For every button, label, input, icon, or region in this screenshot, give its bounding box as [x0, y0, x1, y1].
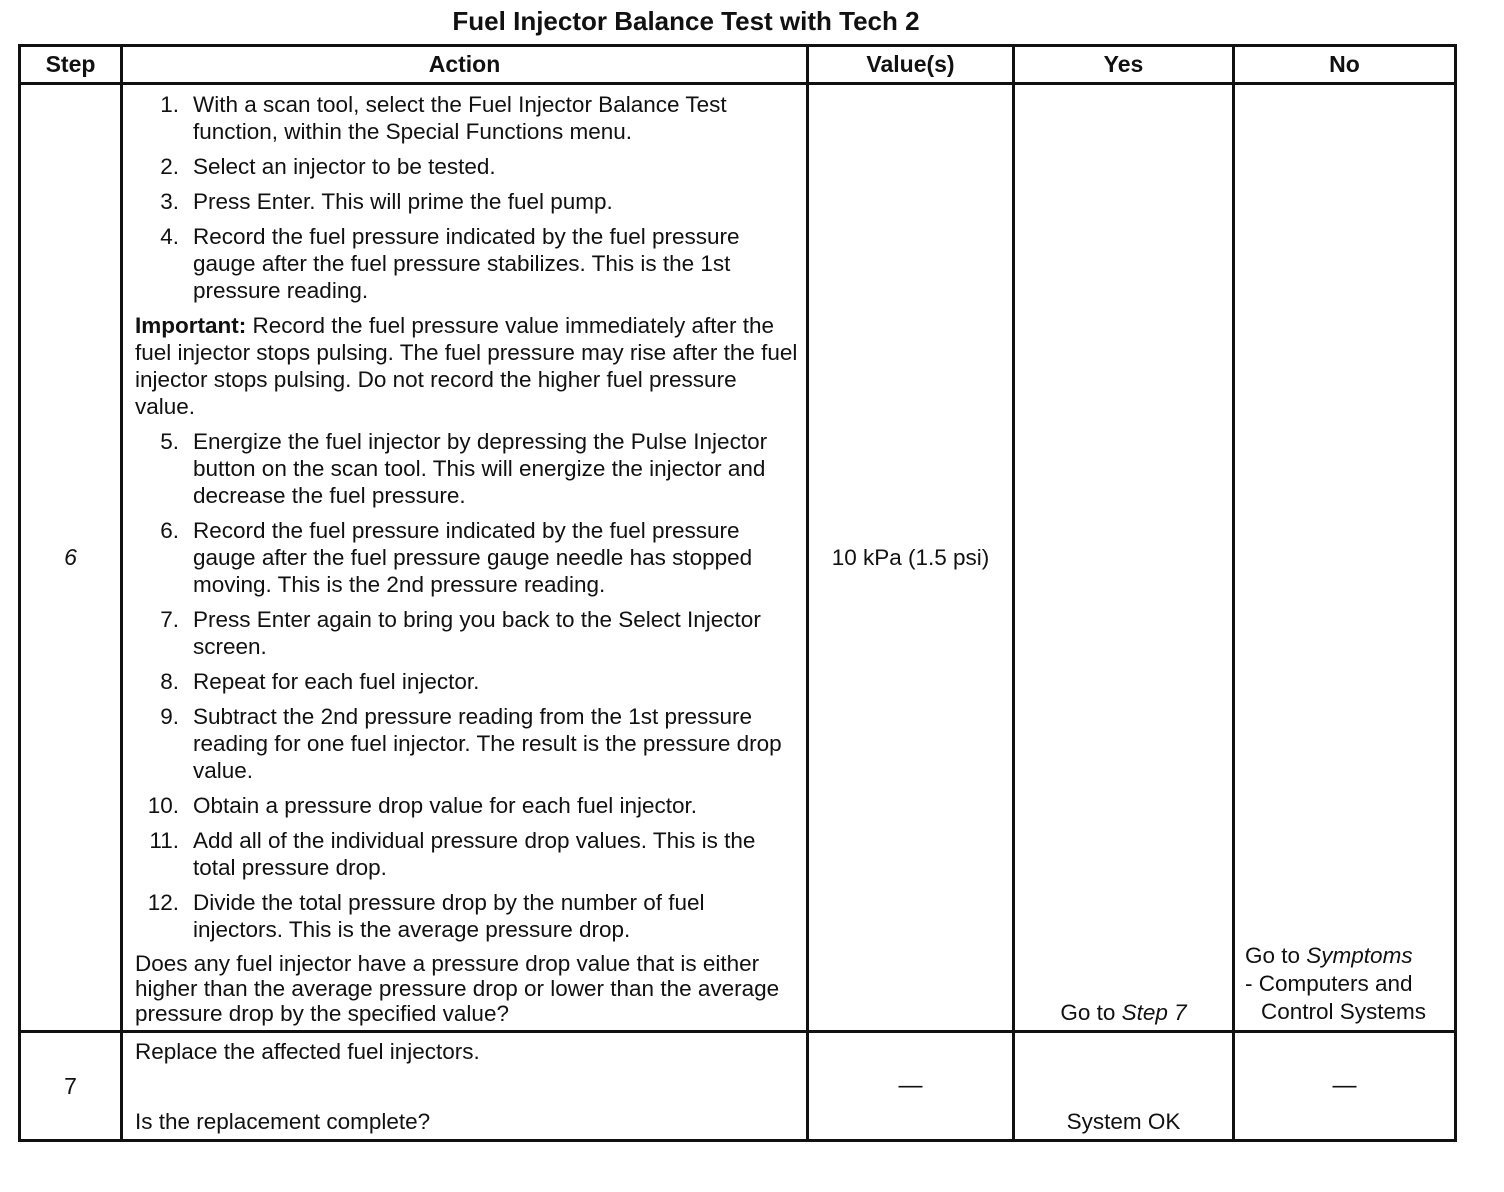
- table-row-step-7: [20, 1032, 1456, 1141]
- header-yes: Yes: [1014, 46, 1234, 84]
- page-title: Fuel Injector Balance Test with Tech 2: [452, 6, 920, 36]
- yes-cell: [1014, 84, 1234, 1032]
- list-item: 7. Press Enter again to bring you back to the Select Injector screen.: [160, 607, 761, 659]
- action-steps-list: [135, 428, 798, 943]
- list-item: 1. With a scan tool, select the Fuel Injector Balance Test function, within the Special Functions menu.: [160, 92, 727, 144]
- diagnostic-table: [18, 44, 1457, 1142]
- yes-prefix: Go to: [1060, 1000, 1122, 1025]
- step-number: 6: [20, 84, 122, 1032]
- list-item: 10. Obtain a pressure drop value for each fuel injector.: [147, 793, 698, 818]
- list-item: 9. Subtract the 2nd pressure reading from the 1st pressure reading for one fuel injector. The result is the pressure drop value.: [160, 704, 782, 783]
- no-line-3: Control Systems: [1261, 999, 1427, 1024]
- value-cell: —: [808, 1032, 1014, 1141]
- important-label: Important:: [135, 313, 247, 338]
- decision-question: Does any fuel injector have a pressure drop value that is either higher than the average pressure drop or lower than the average pressure drop by the specified value?: [135, 951, 780, 1026]
- action-cell: [122, 84, 808, 1032]
- no-line-1: Go to Symptoms: [1245, 943, 1413, 968]
- header-values: Value(s): [808, 46, 1014, 84]
- list-item: 4. Record the fuel pressure indicated by the fuel pressure gauge after the fuel pressure stabilizes. This is the 1st pressure reading.: [160, 224, 740, 303]
- list-item: 8. Repeat for each fuel injector.: [160, 669, 480, 694]
- yes-cell: System OK: [1014, 1032, 1234, 1141]
- list-item: 11. Add all of the individual pressure drop values. This is the total pressure drop.: [149, 828, 756, 880]
- no-symptoms-link: Symptoms: [1306, 943, 1413, 968]
- no-cell: [1234, 84, 1456, 1032]
- list-item: 12. Divide the total pressure drop by the number of fuel injectors. This is the average pressure drop.: [147, 890, 705, 942]
- important-text: Record the fuel pressure value immediately after the fuel injector stops pulsing. The fuel pressure may rise after the fuel injector stops pulsing. Do not record the higher fuel pressure value.: [135, 313, 798, 419]
- header-no: No: [1234, 46, 1456, 84]
- header-step: Step: [20, 46, 122, 84]
- list-item: 5. Energize the fuel injector by depressing the Pulse Injector button on the scan tool. This will energize the injector and decrease the fuel pressure.: [160, 429, 768, 508]
- action-instruction: Replace the affected fuel injectors.: [135, 1039, 480, 1064]
- list-item: 3. Press Enter. This will prime the fuel pump.: [160, 189, 613, 214]
- list-item: 2. Select an injector to be tested.: [160, 154, 496, 179]
- no-instructions: [1235, 942, 1454, 1026]
- list-item: 6. Record the fuel pressure indicated by the fuel pressure gauge after the fuel pressure gauge needle has stopped moving. This is the 2nd pressure reading.: [160, 518, 753, 597]
- no-line-2: - Computers and: [1245, 971, 1413, 996]
- yes-step-link: Step 7: [1121, 1000, 1187, 1025]
- action-cell: [122, 1032, 808, 1141]
- no-cell: —: [1234, 1032, 1456, 1141]
- important-note: [135, 312, 798, 420]
- header-action: Action: [122, 46, 808, 84]
- value-cell: 10 kPa (1.5 psi): [808, 84, 1014, 1032]
- action-steps-list: [135, 91, 798, 304]
- step-number: 7: [20, 1032, 122, 1141]
- table-row-step-6: [20, 84, 1456, 1032]
- action-question: Is the replacement complete?: [135, 1109, 431, 1134]
- header-row: [20, 46, 1456, 84]
